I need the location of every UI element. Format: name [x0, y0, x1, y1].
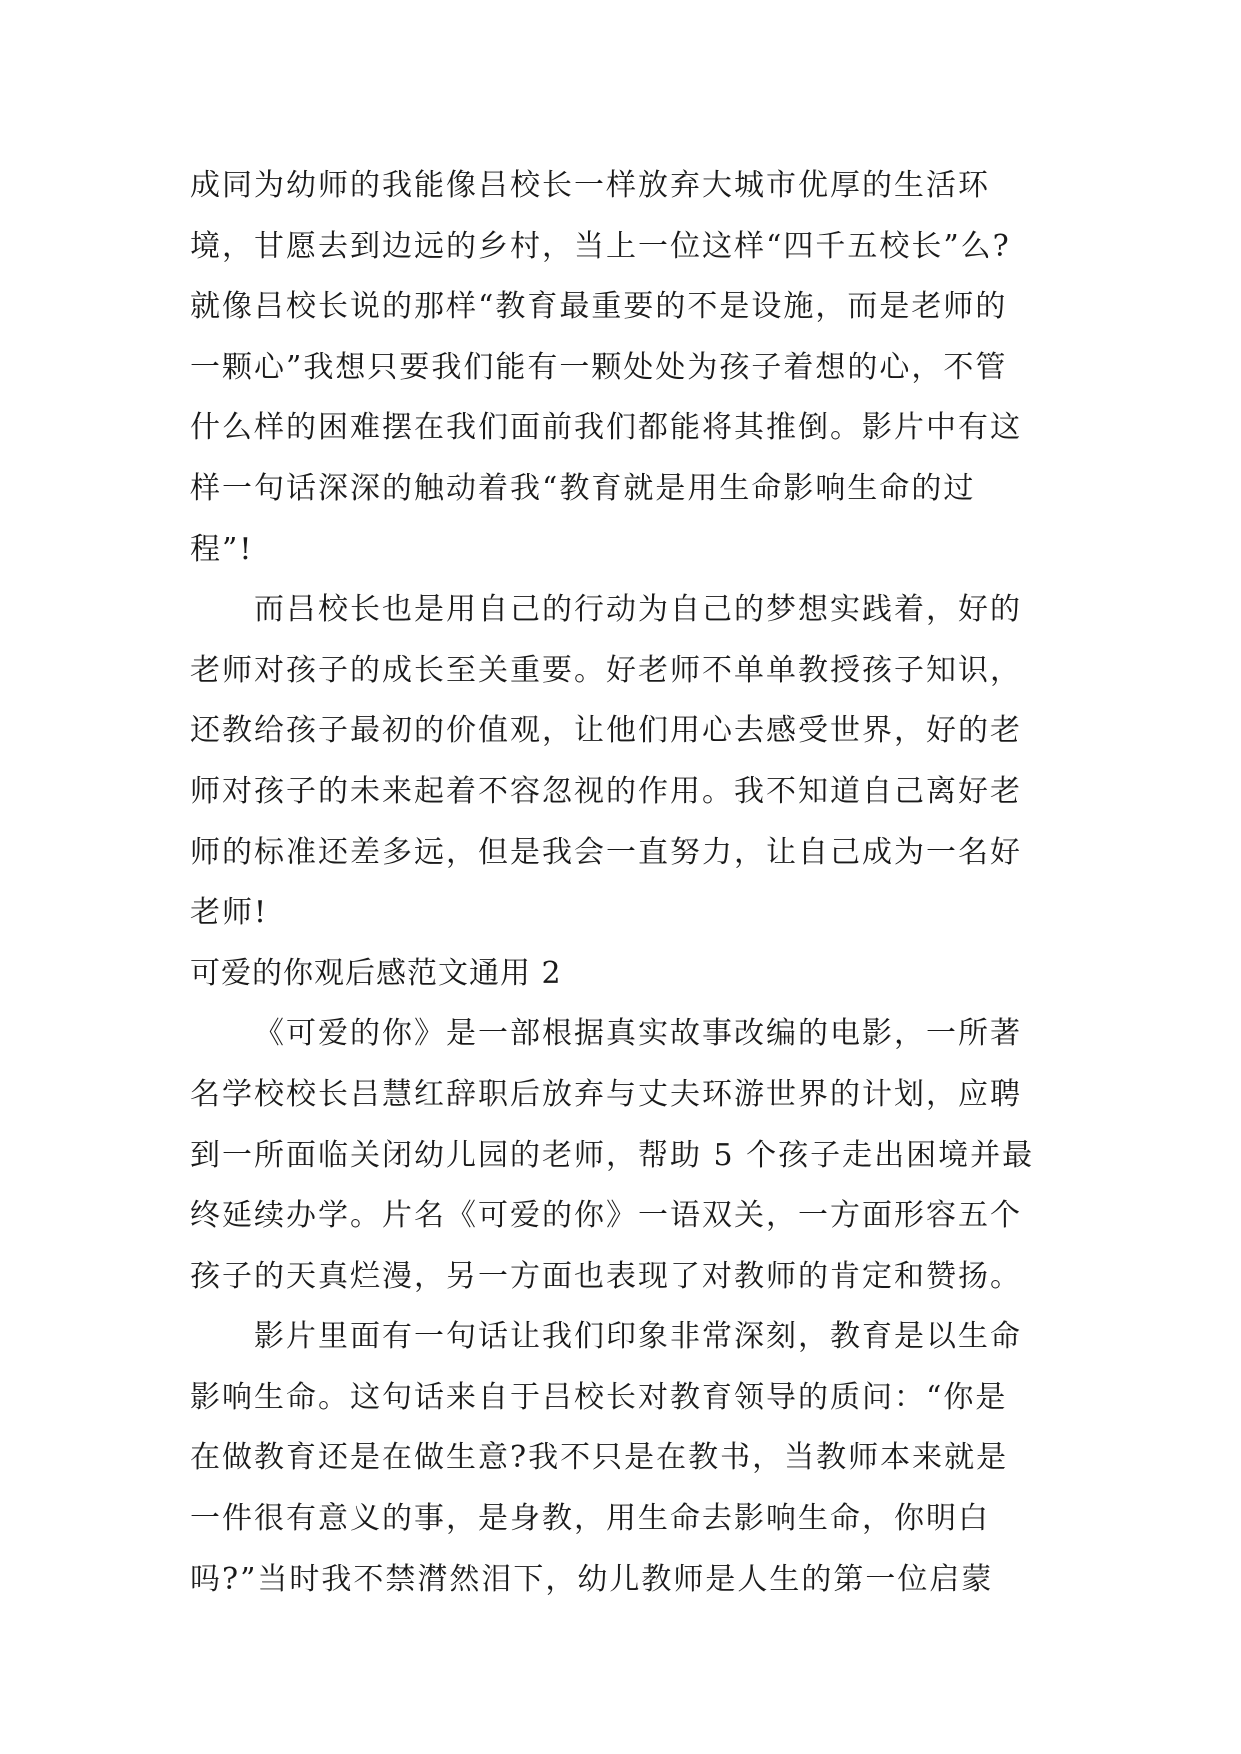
- paragraph-first-line: 而吕校长也是用自己的行动为自己的梦想实践着，好的: [254, 592, 1022, 628]
- text-line: 名学校校长吕慧红辞职后放弃与丈夫环游世界的计划，应聘: [190, 1076, 1022, 1112]
- text-line: 还教给孩子最初的价值观，让他们用心去感受世界，好的老: [190, 713, 1022, 749]
- text-line: 师的标准还差多远，但是我会一直努力，让自己成为一名好: [190, 834, 1022, 870]
- text-line: 境，甘愿去到边远的乡村，当上一位这样“四千五校长”么?: [190, 228, 1011, 264]
- text-line: 一件很有意义的事，是身教，用生命去影响生命，你明白: [190, 1501, 990, 1537]
- text-line: 成同为幼师的我能像吕校长一样放弃大城市优厚的生活环: [190, 168, 990, 203]
- text-line: 就像吕校长说的那样“教育最重要的不是设施，而是老师的: [190, 289, 1008, 325]
- text-line: 师对孩子的未来起着不容忽视的作用。我不知道自己离好老: [190, 773, 1022, 809]
- paragraph-first-line: 《可爱的你》是一部根据真实故事改编的电影，一所著: [254, 1016, 1022, 1052]
- text-line: 什么样的困难摆在我们面前我们都能将其推倒。影片中有这: [190, 410, 1022, 446]
- text-line: 到一所面临关闭幼儿园的老师，帮助 5 个孩子走出困境并最: [190, 1137, 1035, 1173]
- paragraph-first-line: 影片里面有一句话让我们印象非常深刻，教育是以生命: [254, 1319, 1022, 1355]
- text-line: 在做教育还是在做生意?我不只是在教书，当教师本来就是: [190, 1440, 1009, 1476]
- text-line: 影响生命。这句话来自于吕校长对教育领导的质问：“你是: [190, 1379, 1008, 1415]
- section-heading: 可爱的你观后感范文通用 2: [190, 955, 562, 991]
- text-line: 样一句话深深的触动着我“教育就是用生命影响生命的过: [190, 470, 976, 506]
- text-line: 老师对孩子的成长至关重要。好老师不单单教授孩子知识，: [190, 652, 1022, 688]
- text-line: 一颗心”我想只要我们能有一颗处处为孩子着想的心，不管: [190, 349, 1008, 385]
- text-line: 吗?”当时我不禁潸然泪下，幼儿教师是人生的第一位启蒙: [190, 1561, 994, 1597]
- text-line: 孩子的天真烂漫，另一方面也表现了对教师的肯定和赞扬。: [190, 1258, 1022, 1294]
- text-line: 老师!: [190, 895, 269, 931]
- document-body: [190, 156, 1050, 1610]
- text-line: 程”!: [190, 531, 254, 567]
- text-line: 终延续办学。片名《可爱的你》一语双关，一方面形容五个: [190, 1198, 1022, 1234]
